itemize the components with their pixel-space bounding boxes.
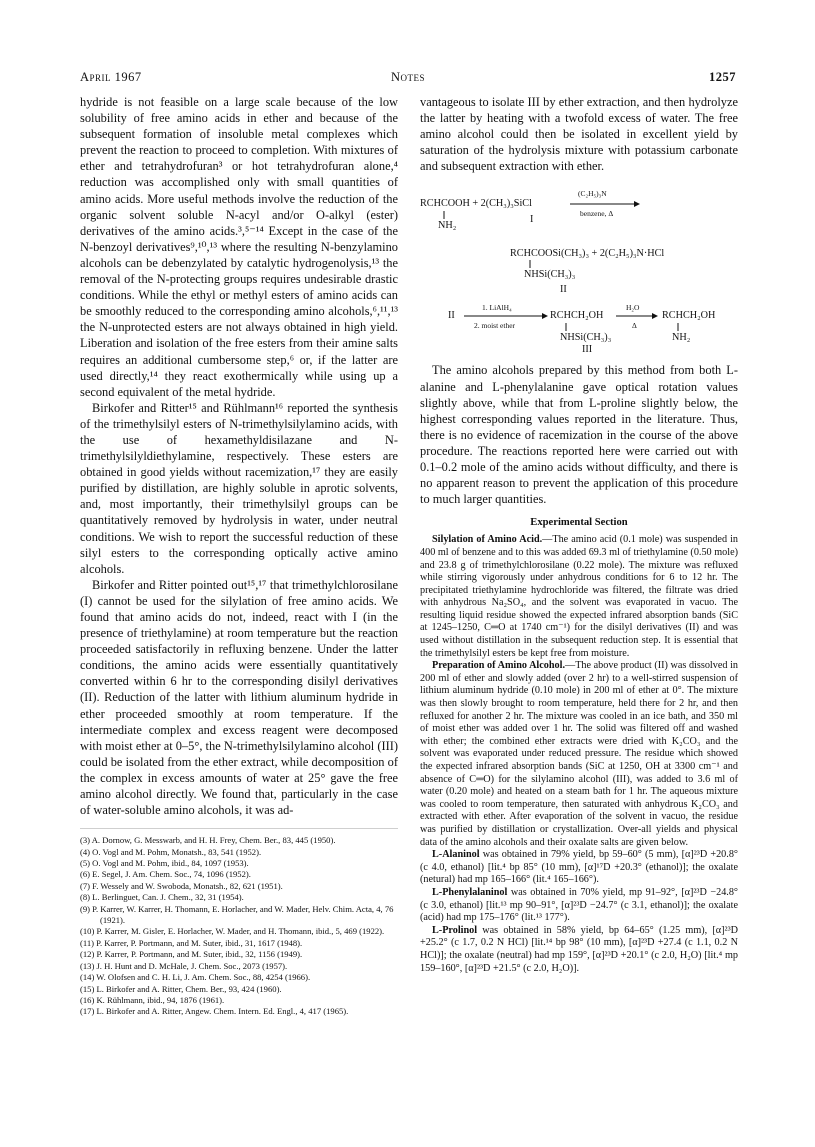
amino-alcohol: RCHCH₂OH — [662, 310, 716, 322]
paragraph-discussion — [420, 362, 738, 507]
reference: (12) P. Karrer, P. Portmann, and M. Suter, ibid., 32, 1156 (1949). — [80, 949, 303, 960]
amino-alcohol-nh2: NH₂ — [672, 332, 691, 344]
page-number: 1257 — [709, 70, 736, 84]
paragraph-text: Birkofer and Ritter pointed out¹⁵,¹⁷ that trimethylchlorosilane (I) cannot be used for the silylation of free amino acids. We found that amino acids do not, indeed, react with I (in the presence of triethylamine) at room temperature but the reaction proceeded satisfactorily in refluxing benzene. Under the latter conditions, the amino acids were essentially quantitatively converted within 6 hr to the corresponding disilyl derivatives (II). Reduction of the latter with lithium aluminum hydride in ether proceeded smoothly at room temperature. If the intermediate complex and excess reagent were decomposed with moist ether at 0–5°, the N-trimethylsilylamino alcohol (III) could be isolated from the ether extract, while decomposition of the complex in excess amounts of water at 25° gave the free amino alcohol directly. We found that, particularly in the case of water-soluble amino alcohols, it was ad- — [80, 577, 398, 818]
procedure-title: Silylation of Amino Acid. — [432, 534, 543, 546]
step-water: H₂O — [626, 303, 640, 313]
procedure-title: Preparation of Amino Alcohol. — [432, 660, 566, 672]
step-lialh4: 1. LiAlH₄ — [482, 303, 512, 313]
compound-name: L-Alaninol — [432, 849, 480, 861]
paragraph: hydride is not feasible on a large scale because of the low solubility of free amino acids in ether and because of the subsequent formation of insoluble metal complexes which prevent the reaction to proceed to completion. With mixtures of ether and tetrahydrofuran³ or hot tetrahydrofuran alone,⁴ reduction was accomplished only with small quantities of amino acids. More useful methods involve the reduction of the organic solvent soluble N-acyl and/or O-alkyl (ester) derivatives of the amino acids.³,⁵⁻¹⁴ Except in the case of the N-benzoyl derivatives⁹,¹⁰,¹³ where the resulting N-benzylamino alcohols can be debenzylated by catalytic hydrogenolysis,¹³ the removal of the N-protecting groups requires undesirable drastic conditions. While the ethyl or methyl esters of amino acids can be smoothly reduced to the corresponding amino alcohols,⁶,¹¹,¹³ the N-unprotected esters are not always obtained in high yield. Liberation and isolation of the free esters from their amine salts requires an additional cumbersome step,⁶ or, if the latter are used directly,¹⁴ they react exothermically while using up a second equivalent of the metal hydride. — [80, 95, 398, 399]
compound-prolinol — [420, 925, 738, 975]
compound-label-ii: II — [560, 284, 567, 296]
reference: (13) J. H. Hunt and D. McHale, J. Chem. Soc., 2073 (1957). — [80, 960, 288, 971]
compound-data: was obtained in 70% yield, mp 91–92°, [α]²³D −24.8° (c 3.0, ethanol) [lit.¹³ mp 90–91°, [α]²³D −24.7° (c 3.1, ethanol)]; the oxalate (acid) had mp 175–176° (lit.¹³ 177°). — [420, 886, 738, 924]
arrow-1-head — [634, 201, 640, 207]
reference: (16) K. Rühlmann, ibid., 94, 1876 (1961). — [80, 994, 225, 1005]
reagent-triethylamine: (C₂H₅)₃N — [578, 189, 607, 199]
reagent-benzene: benzene, Δ — [580, 209, 614, 219]
reference: (14) W. Olofsen and C. H. Li, J. Am. Chem. Soc., 88, 4254 (1966). — [80, 972, 311, 983]
reactant-nh2: NH₂ — [438, 220, 457, 232]
reference: (15) L. Birkofer and A. Ritter, Chem. Ber., 93, 424 (1960). — [80, 983, 282, 994]
compound-name: L-Phenylalaninol — [432, 886, 508, 898]
procedure-text: —The above product (II) was dissolved in 200 ml of ether and slowly added (over 2 hr) to a well-stirred suspension of lithium aluminum hydride (0.10 mole) in 200 ml of ether at 0°. The mixture was then slowly brought to room temperature, held there for 2 hr, and then refluxed for another 2 hr. The mixture was cooled in an ice bath, and 350 ml of moist ether was added over 1 hr. The solid was filtered off and washed with ether; the combined ether extracts were dried with K₂CO₃ and the solvent was evaporated under reduced pressure. The residue which showed the expected infrared absorption bands (SiC at 1250, OH at 3300 cm⁻¹ and absence of C═O) for the silylamino alcohol (III), was added to 3.6 ml of water (0.20 mole) and heated on a steam bath for 1 hr. The aqueous mixture was cooled to room temperature, then saturated with anhydrous K₂CO₃ and extracted with ether. After evaporation of the solvent in vacuo, the residue was purified by distillation or crystallization. Over-all yields and physical data of the amino alcohols and their oxalate salts are given below. — [420, 660, 738, 848]
issue-date: April 1967 — [80, 70, 142, 84]
compound-alaninol — [420, 849, 738, 887]
compound-data: was obtained in 79% yield, bp 59–60° (5 mm), [α]²³D +20.8° (c 4.0, ethanol) [lit.⁴ bp 85° (10 mm), [α]¹⁷D +20.3° (ethanol)]; the oxalate (netural) had mp 165–166° (lit.⁴ 165–166°). — [420, 849, 738, 886]
procedure-reduction — [420, 660, 738, 849]
paragraph-intro: vantageous to isolate III by ether extraction, and then hydrolyze the latter by heating with a twofold excess of water. The free amino alcohol could then be isolated in excellent yield by saturation of the hydrolysis mixture with potassium carbonate and subsequent extraction with ether. — [420, 95, 738, 174]
intermediate-iii-substituent: NHSi(CH₃)₃ — [560, 332, 612, 344]
reference: (10) P. Karrer, M. Gisler, E. Horlacher, W. Mader, and H. Thomann, ibid., 5, 469 (1922). — [80, 926, 385, 937]
footnote-rule — [80, 828, 398, 829]
references — [80, 828, 398, 1018]
running-head — [80, 70, 736, 88]
paragraph-text: Birkofer and Ritter¹⁵ and Rühlmann¹⁶ reported the synthesis of the trimethylsilyl esters of N-trimethylsilylamino acids, with the use of hexamethyldisilazane and N-trimethylsilyldiethylamine, respectively. These esters are obtained in good yields without racemization,¹⁷ they are easily purified by distillation, are highly soluble in aprotic solvents, and, most importantly, their trimethylsilyl groups can be quantitatively removed by hydrolysis in water, under neutral conditions. We wish to report the successful reduction of these silyl esters to the corresponding optically active amino alcohols. — [80, 400, 398, 576]
intermediate-iii: RCHCH₂OH — [550, 310, 604, 322]
procedure-silylation — [420, 534, 738, 660]
reference: (11) P. Karrer, P. Portmann, and M. Suter, ibid., 31, 1617 (1948). — [80, 937, 303, 948]
reaction-scheme — [420, 178, 738, 354]
reference: (3) A. Dornow, G. Messwarb, and H. H. Frey, Chem. Ber., 83, 445 (1950). — [80, 835, 336, 846]
paragraph-silylation — [80, 577, 398, 818]
reference: (5) O. Vogl and M. Pohm, ibid., 84, 1097 (1953). — [80, 858, 249, 869]
reference: (8) L. Berlinguet, Can. J. Chem., 32, 31 (1954). — [80, 892, 244, 903]
section-heading: Experimental Section — [530, 517, 628, 529]
compound-data: was obtained in 58% yield, bp 64–65° (1.25 mm), [α]²³D +25.2° (c 1.7, 0.2 N HCl) [lit.¹⁴ bp 98° (10 mm), [α]²³D +27.4 (c 1.1, 0.2 N HCl)]; the oxalate (neutral) had mp 159°, [α]²³D +20.1° (c 2.0, H₂O) [lit.⁴ mp 159–160°, [α]²³D +21.5° (c 2.0, H₂O)]. — [420, 924, 738, 974]
compound-label-i: I — [530, 214, 534, 226]
reactants: RCHCOOH + 2(CH₃)₃SiCl — [420, 198, 532, 210]
step-heat: Δ — [632, 321, 637, 331]
compound-phenylalaninol — [420, 887, 738, 925]
product-ii-substituent: NHSi(CH₃)₃ — [524, 269, 576, 281]
arrow-2-head — [542, 313, 548, 319]
reference: (4) O. Vogl and M. Pohm, Monatsh., 83, 541 (1952). — [80, 846, 262, 857]
left-column — [80, 94, 398, 1018]
right-column — [420, 94, 738, 975]
reference: (6) E. Segel, J. Am. Chem. Soc., 74, 1096 (1952). — [80, 869, 251, 880]
section-label: Notes — [390, 70, 426, 84]
step-moist-ether: 2. moist ether — [474, 321, 516, 331]
compound-name: L-Prolinol — [432, 924, 478, 936]
procedure-text: —The amino acid (0.1 mole) was suspended in 400 ml of benzene and to this was added 69.3 ml of triethylamine (0.50 mole) and 23.8 g of trimethylchlorosilane (0.22 mole). The mixture was refluxed while stirring vigorously under anhydrous conditions for 6 to 12 hr. The precipitated triethylamine hydrochloride was filtered, the filtrate was dried with anhydrous Na₂SO₄, and the solvent was evaporated in vacuo. The resulting liquid residue showed the expected infrared absorption bands (SiC at 1245–1250, C═O at 1740 cm⁻¹) for the disilyl derivatives (II) and was used without distillation in the subsequent reduction step. It is essential that the trimethylsilyl esters be kept free from moisture. — [420, 534, 739, 659]
reference: (9) P. Karrer, W. Karrer, H. Thomann, E. Horlacher, and W. Mader, Helv. Chim. Acta, 4, 76 (1921). — [80, 903, 394, 926]
compound-label-iii: III — [582, 344, 593, 356]
reference: (7) F. Wessely and W. Swoboda, Monatsh., 82, 621 (1951). — [80, 880, 283, 891]
reference: (17) L. Birkofer and A. Ritter, Angew. Chem. Intern. Ed. Engl., 4, 417 (1965). — [80, 1006, 349, 1017]
paragraph-birkofer — [80, 400, 398, 577]
arrow-3-head — [652, 313, 658, 319]
product-ii: RCHCOOSi(CH₃)₃ + 2(C₂H₅)₃N·HCl — [510, 248, 665, 260]
reaction-2-start: II — [448, 310, 455, 322]
paragraph-text: The amino alcohols prepared by this method from both L-alanine and L-phenylalanine gave optical rotation values slightly above, while that from L-proline slightly below, the highest corresponding values reported in the literature. Thus, there is no evidence of racemization in the course of the above procedure. The reactions reported here were carried out with 0.1–0.2 mole of the amino acids without difficulty, and there is no apparent reason to prevent the application of this procedure to much larger quantities. — [420, 363, 738, 507]
